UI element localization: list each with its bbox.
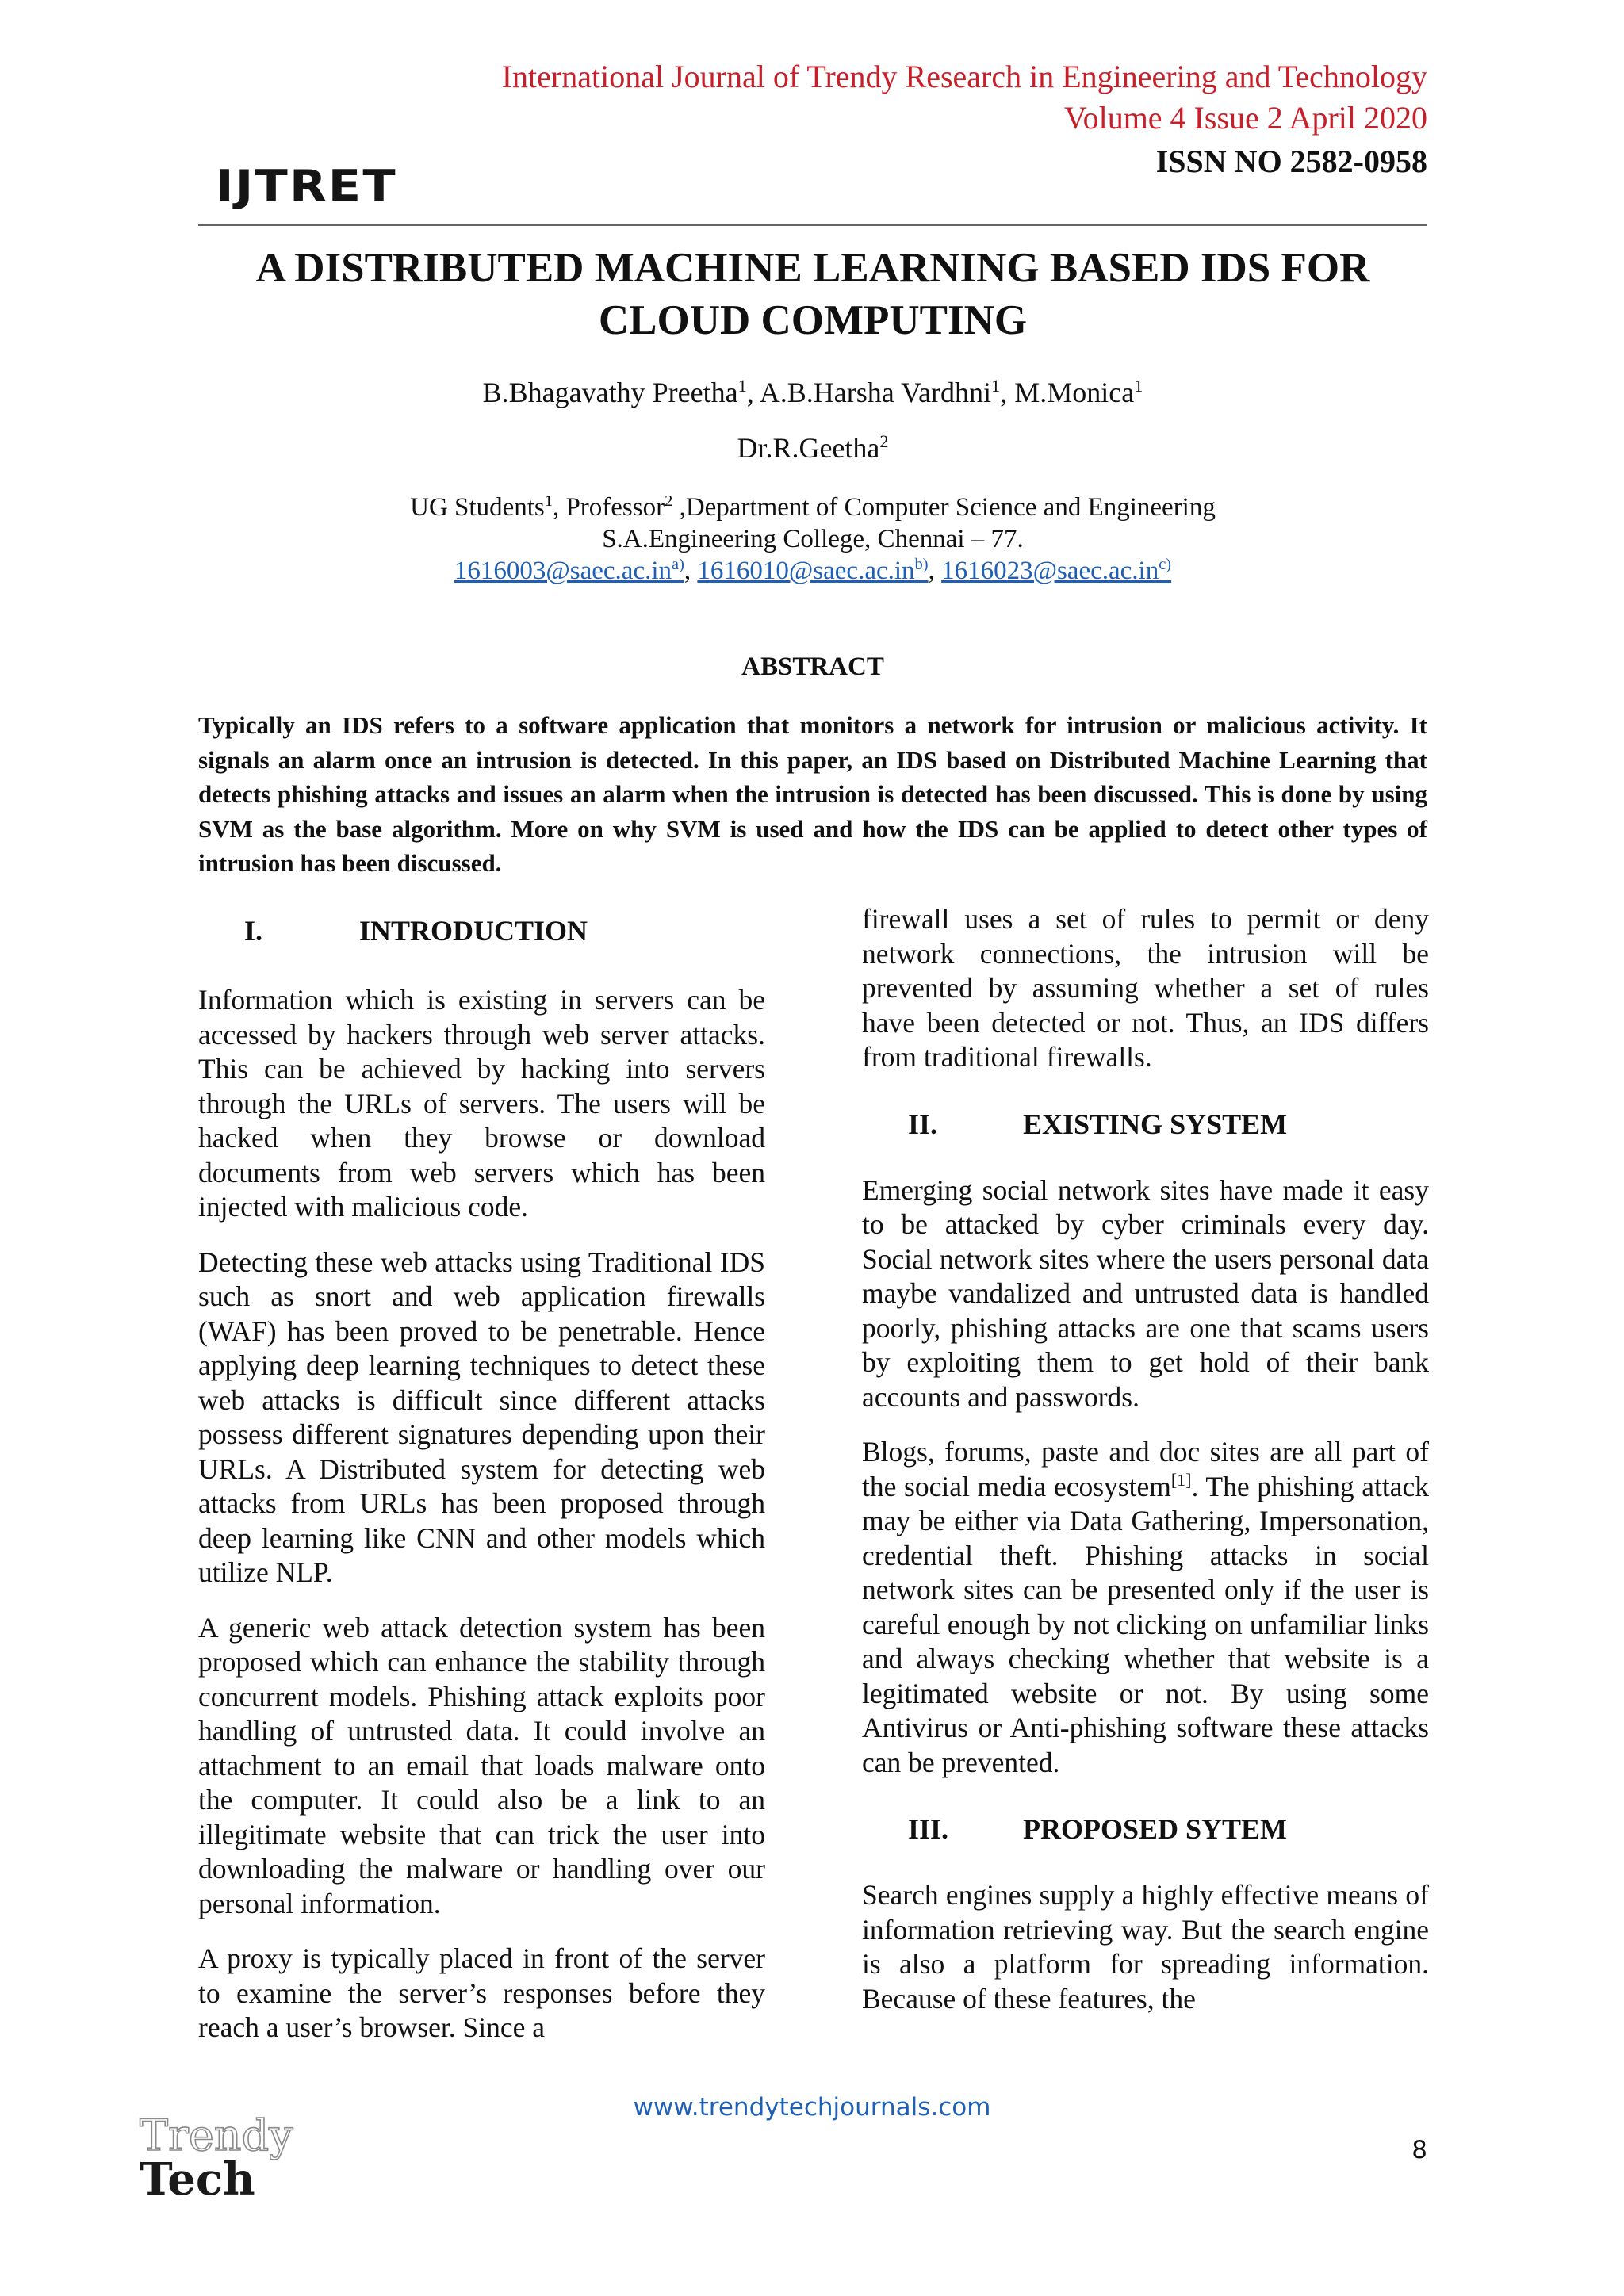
- affiliation-line-1: UG Students$^1$, Professor$^2$ ,Department of Computer Science and Engineering: [410, 492, 1216, 522]
- section-heading-proposed-system: [908, 1812, 1429, 1846]
- second-author: [198, 431, 1427, 465]
- author-sup: 1: [737, 376, 747, 396]
- abstract-text: Typically an IDS refers to a software application that monitors a network for intrusion or malicious activity. It signals an alarm once an intrusion is detected. In this paper, an IDS based on Distributed Machine Learning that detects phishing attacks and issues an alarm when the intrusion is detected has been discussed. This is done by using SVM as the base algorithm. More on why SVM is used and how the IDS can be applied to detect other types of intrusion has been discussed.: [198, 711, 1427, 877]
- header-divider: [198, 224, 1427, 226]
- ijtret-logo: IJTRET: [216, 161, 397, 211]
- paragraph: firewall uses a set of rules to permit or deny network connections, the intrusion will be prevented by assuming whether a set of rules have been detected or not. Thus, an IDS differs from traditional firewalls.: [862, 903, 1429, 1073]
- section-heading-introduction: [244, 913, 765, 948]
- author-sup: 1: [1134, 376, 1143, 396]
- paragraph: Emerging social network sites have made it easy to be attacked by cyber criminals every day. Social network sites where the users personal data maybe vandalized and untrusted data is handled poorly, phishing attacks are one that scams users by exploiting them to get hold of their bank accounts and passwords.: [862, 1173, 1429, 1413]
- affiliation: [198, 492, 1427, 587]
- paragraph-text: Blogs, forums, paste and doc sites are all part of the social media ecosystem: [862, 1436, 1429, 1502]
- paragraph: [862, 1435, 1429, 1780]
- email-list: $1616003@saec.ac.in^{a)}$, $1616010@saec.ac.in^{b)}$, $1616023@saec.ac.in^{c)}$: [454, 556, 1172, 585]
- section-title: PROPOSED SYTEM: [1023, 1813, 1288, 1845]
- section-title: EXISTING SYSTEM: [1023, 1108, 1288, 1140]
- author-name: A.B.Harsha Vardhni: [759, 377, 992, 408]
- professor-label: Professor: [565, 493, 665, 522]
- author-name: B.Bhagavathy Preetha: [482, 377, 738, 408]
- page-number: 8: [1411, 2136, 1427, 2164]
- students-sup: 1: [544, 492, 553, 510]
- citation-ref: [1]: [1170, 1469, 1192, 1490]
- left-column: [198, 913, 765, 2066]
- section-heading-existing-system: [908, 1107, 1429, 1142]
- paragraph: Detecting these web attacks using Traditional IDS such as snort and web application firewalls (WAF) has been proved to be penetrable. Hence applying deep learning techniques to detect these web attacks is difficult since different attacks possess different signatures depending upon their URLs. A Distributed system for detecting web attacks from URLs has been proposed through deep learning like CNN and other models which utilize NLP.: [198, 1246, 765, 1588]
- professor-sup: 2: [665, 492, 673, 510]
- section-number: III.: [908, 1813, 949, 1845]
- trendy-tech-logo: [136, 2109, 319, 2204]
- students-label: UG Students: [410, 493, 545, 522]
- email-link[interactable]: $1616003@saec.ac.in^{a)}$: [454, 556, 684, 585]
- paragraph: A proxy is typically placed in front of the server to examine the server’s responses before they reach a user’s browser. Since a: [198, 1942, 765, 2043]
- department: ,Department of Computer Science and Engineering: [672, 493, 1216, 522]
- section-number: II.: [908, 1108, 938, 1140]
- section-number: I.: [244, 915, 263, 947]
- college: S.A.Engineering College, Chennai – 77.: [602, 525, 1024, 553]
- abstract-heading: ABSTRACT: [741, 652, 884, 681]
- right-column: [862, 902, 1429, 2037]
- journal-name: International Journal of Trendy Research in Engineering and Technology: [501, 59, 1427, 94]
- issn-number: ISSN NO 2582-0958: [1155, 144, 1427, 179]
- email-link[interactable]: $1616023@saec.ac.in^{c)}$: [941, 556, 1172, 585]
- author-name: M.Monica: [1014, 377, 1135, 408]
- paragraph: Search engines supply a highly effective means of information retrieving way. But the search engine is also a platform for spreading information. Because of these features, the: [862, 1879, 1429, 2015]
- paragraph: A generic web attack detection system has been proposed which can enhance the stability through concurrent models. Phishing attack exploits poor handling of untrusted data. It could involve an attachment to an email that loads malware onto the computer. It could also be a link to an illegitimate website that can trick the user into downloading the malware or handling over our personal information.: [198, 1611, 765, 1919]
- title-line-1: A DISTRIBUTED MACHINE LEARNING BASED IDS FOR: [255, 245, 1370, 291]
- volume-issue: Volume 4 Issue 2 April 2020: [1063, 100, 1427, 136]
- author-sup: 2: [879, 431, 889, 451]
- author-list: B.Bhagavathy Preetha$^1$, A.B.Harsha Vardhni$^1$, M.Monica$^1$: [482, 376, 1143, 408]
- logo-word-trendy: Trendy: [140, 2110, 293, 2160]
- author-name: Dr.R.Geetha: [737, 432, 880, 464]
- paragraph: Information which is existing in servers can be accessed by hackers through web server attacks. This can be achieved by hacking into servers through the URLs of servers. The users will be hacked when they browse or download documents from web servers which has been injected with malicious code.: [198, 984, 765, 1223]
- logo-word-tech: Tech: [140, 2153, 255, 2204]
- title-line-2: CLOUD COMPUTING: [598, 297, 1028, 343]
- email-link[interactable]: $1616010@saec.ac.in^{b)}$: [697, 556, 929, 585]
- paper-title: [198, 242, 1427, 346]
- author-sup: 1: [991, 376, 1001, 396]
- paragraph-text: . The phishing attack may be either via Data Gathering, Impersonation, credential theft. Phishing attacks in social network sites can be presented only if the user is careful enough by not clicking on unfamiliar links and always checking whether that website is a legitimated website or not. By using some Antivirus or Anti-phishing software these attacks can be prevented.: [862, 1470, 1430, 1778]
- footer-url[interactable]: www.trendytechjournals.com: [633, 2093, 991, 2122]
- section-title: INTRODUCTION: [359, 915, 588, 947]
